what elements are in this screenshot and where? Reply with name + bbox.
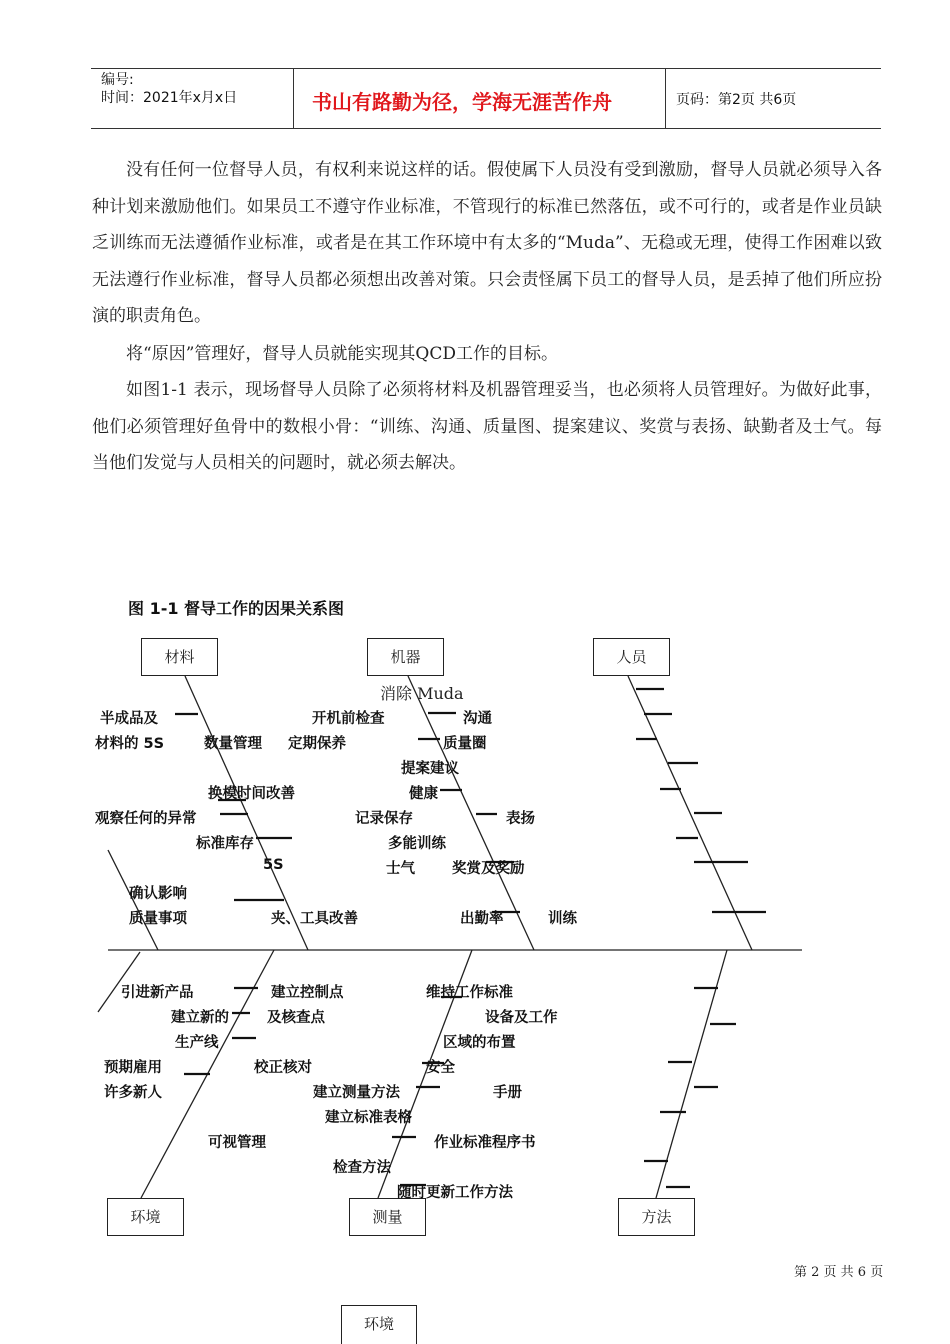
cause-label: 及核查点	[267, 1010, 325, 1026]
cause-label: 确认影响	[129, 886, 187, 902]
cause-label: 奖赏及奖励	[452, 861, 525, 877]
category-label: 人员	[616, 648, 647, 666]
cause-label: 夹、工具改善	[271, 911, 358, 927]
cause-label: 建立测量方法	[313, 1085, 400, 1101]
page-footer: 第 2 页 共 6 页	[794, 1265, 884, 1280]
overflow-category-box	[341, 1305, 417, 1344]
cause-label: 生产线	[175, 1035, 219, 1051]
cause-label: 表扬	[506, 811, 535, 827]
cause-label: 半成品及	[100, 711, 158, 727]
cause-label: 数量管理	[204, 736, 262, 752]
cause-label: 建立标准表格	[325, 1110, 412, 1126]
cause-label: 许多新人	[104, 1085, 162, 1101]
category-box-machines	[367, 638, 444, 676]
header-motto: 书山有路勤为径，学海无涯苦作舟	[312, 90, 612, 114]
cause-label: 观察任何的异常	[95, 811, 197, 827]
cause-label: 可视管理	[208, 1135, 266, 1151]
cause-label: 多能训练	[388, 836, 446, 852]
cause-label: 作业标准程序书	[434, 1135, 536, 1151]
cause-label: 质量事项	[129, 911, 187, 927]
figure-caption: 图 1-1 督导工作的因果关系图	[128, 599, 345, 618]
cause-label: 校正核对	[254, 1060, 312, 1076]
bone-people	[628, 676, 752, 950]
category-label: 测量	[372, 1208, 403, 1226]
cause-label: 建立控制点	[271, 985, 344, 1001]
cause-label: 检查方法	[333, 1160, 391, 1176]
cause-label: 开机前检查	[312, 711, 385, 727]
category-box-people	[593, 638, 670, 676]
cause-label: 士气	[386, 861, 415, 877]
cause-label: 训练	[548, 911, 577, 927]
cause-label: 引进新产品	[121, 985, 194, 1001]
cause-label: 记录保存	[355, 811, 413, 827]
cause-label: 材料的 5S	[95, 736, 165, 752]
cause-label: 安全	[426, 1060, 455, 1076]
category-label: 方法	[641, 1208, 672, 1226]
category-label: 环境	[363, 1315, 394, 1333]
cause-label: 标准库存	[196, 836, 254, 852]
cause-label: 随时更新工作方法	[397, 1185, 513, 1201]
paragraph: 如图1-1 表示，现场督导人员除了必须将材料及机器管理妥当，也必须将人员管理好。为做好此事，他们必须管理好鱼骨中的数根小骨：“训练、沟通、质量图、提案建议、奖赏与表扬、缺勤者及士气。每当他们发觉与人员相关的问题时，就必须去解决。	[92, 380, 882, 473]
cause-label: 维持工作标准	[426, 985, 513, 1001]
cause-label: 沟通	[463, 711, 492, 727]
paragraph: 没有任何一位督导人员，有权利来说这样的话。假使属下人员没有受到激励，督导人员就必须导入各种计划来激励他们。如果员工不遵守作业标准，不管现行的标准已然落伍，或不可行的，或者是作业员缺乏训练而无法遵循作业标准，或者是在其工作环境中有太多的“Muda”、无稳或无理，使得工作困难以致无法遵行作业标准，督导人员都必须想出改善对策。只会责怪属下员工的督导人员，是丢掉了他们所应扮演的职责角色。	[92, 160, 882, 326]
cause-label: 5S	[263, 857, 284, 873]
cause-label: 提案建议	[401, 761, 459, 777]
paragraph: 将“原因”管理好，督导人员就能实现其QCD工作的目标。	[126, 344, 558, 364]
cause-label: 健康	[409, 786, 438, 802]
document-code-label: 编号:	[101, 72, 134, 88]
cause-label: 设备及工作	[485, 1010, 558, 1026]
category-label: 环境	[130, 1208, 161, 1226]
cause-label: 换模时间改善	[208, 786, 295, 802]
header-page-label: 页码：第2页 共6页	[676, 92, 797, 108]
category-box-methods	[618, 1198, 695, 1236]
category-label: 机器	[390, 648, 421, 666]
cause-label: 预期雇用	[104, 1060, 162, 1076]
cause-label: 手册	[493, 1085, 522, 1101]
category-label: 材料	[164, 648, 195, 666]
category-box-environment	[107, 1198, 184, 1236]
category-box-materials	[141, 638, 218, 676]
category-box-measurement	[349, 1198, 426, 1236]
cause-label: 区域的布置	[443, 1035, 516, 1051]
cause-label: 质量圈	[443, 736, 487, 752]
center-label: 消除 Muda	[380, 684, 464, 703]
cause-label: 定期保养	[288, 736, 346, 752]
document-time-label: 时间：2021年x月x日	[101, 90, 238, 106]
cause-label: 出勤率	[460, 911, 504, 927]
cause-label: 建立新的	[171, 1010, 229, 1026]
